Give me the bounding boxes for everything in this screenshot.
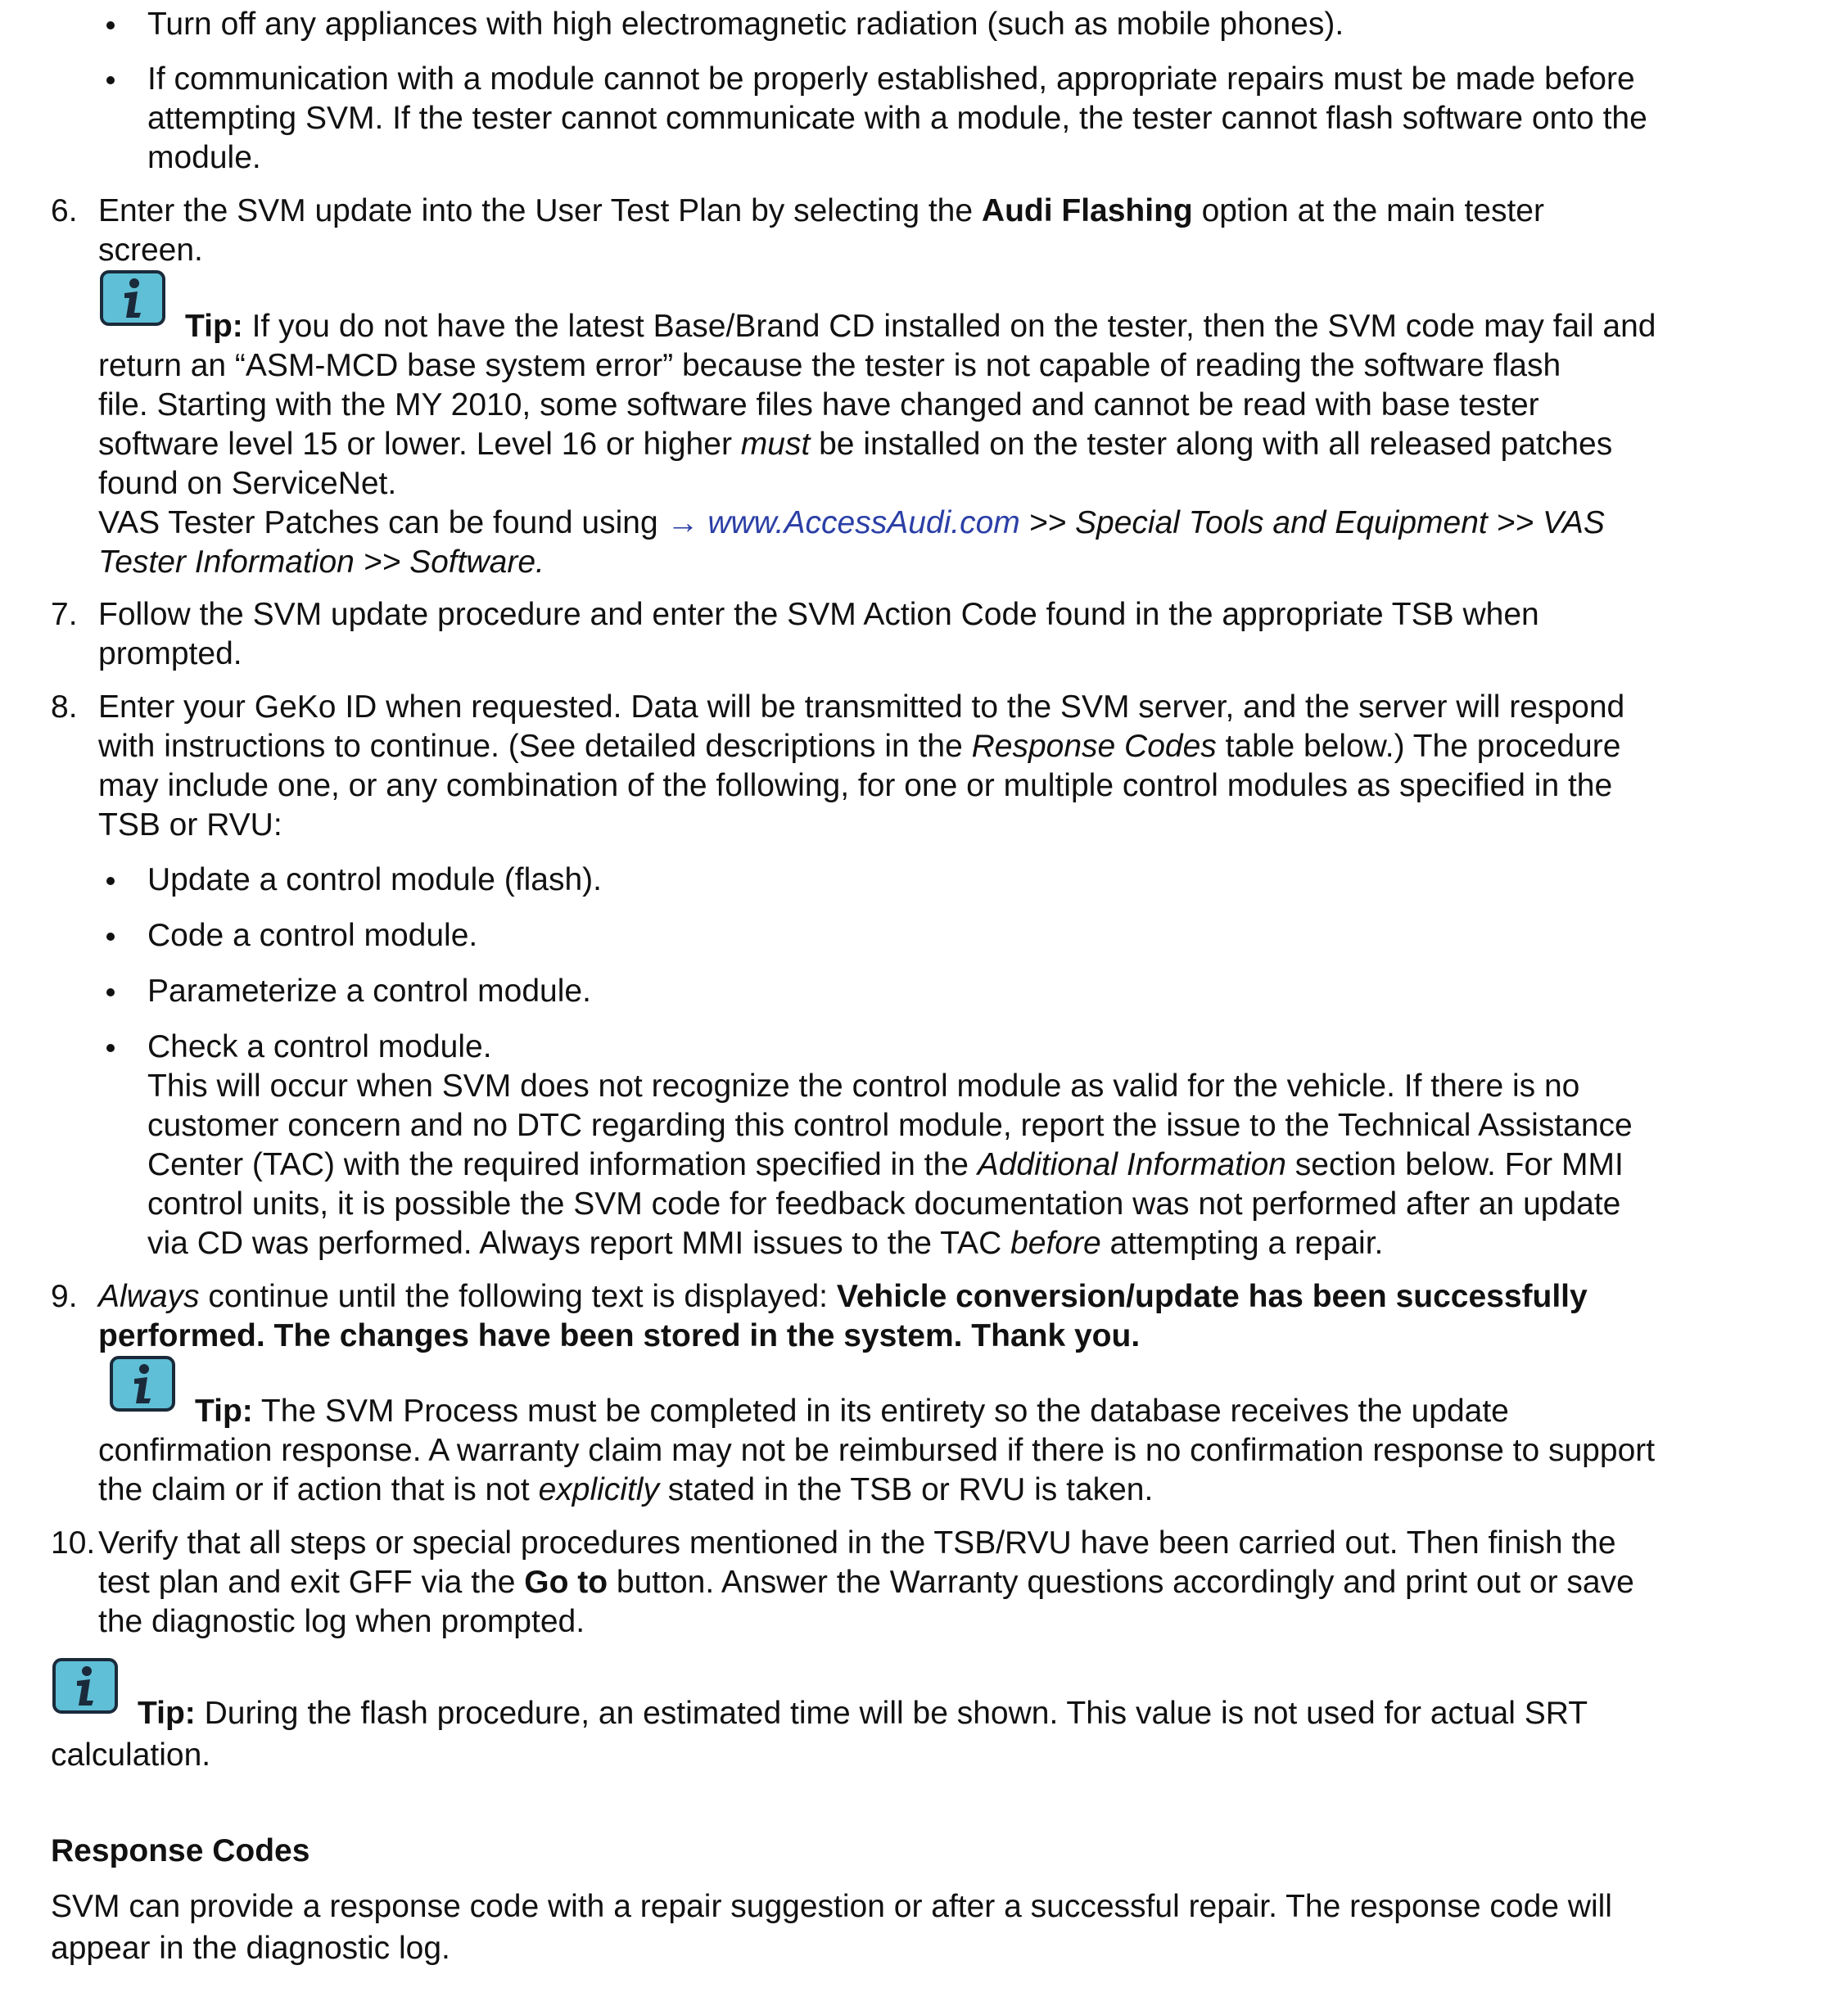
tip-text: VAS Tester Patches can be found using → www.AccessAudi.com >> Special Tools and Equipment >> VAS: [98, 505, 1605, 540]
step-10-text: Verify that all steps or special procedures mentioned in the TSB/RVU have been carried out. Then finish the: [98, 1525, 1616, 1561]
tip-text: Tip: If you do not have the latest Base/Brand CD installed on the tester, then the SVM code may fail and: [185, 309, 1656, 344]
tip-text: calculation.: [51, 1737, 211, 1773]
section-heading: Response Codes: [51, 1833, 310, 1868]
check-module-note: customer concern and no DTC regarding this control module, report the issue to the Technical Assistance: [147, 1108, 1633, 1143]
tip-text: found on ServiceNet.: [98, 466, 397, 501]
tip-text: software level 15 or lower. Level 16 or higher must be installed on the tester along with all released patches: [98, 427, 1613, 462]
section-text: SVM can provide a response code with a repair suggestion or after a successful repair. The response code will: [51, 1889, 1612, 1924]
bullet-dot: [106, 1044, 115, 1052]
step-6-text: screen.: [98, 233, 203, 268]
tip-text: return an “ASM-MCD base system error” because the tester is not capable of reading the software flash: [98, 348, 1561, 383]
step-6-text: Enter the SVM update into the User Test Plan by selecting the Audi Flashing option at the main tester: [98, 193, 1544, 228]
check-module-note: control units, it is possible the SVM code for feedback documentation was not performed after an update: [147, 1186, 1621, 1222]
bullet-text: Code a control module.: [147, 918, 478, 953]
step-9-text: performed. The changes have been stored in the system. Thank you.: [98, 1318, 1141, 1353]
check-module-note: via CD was performed. Always report MMI issues to the TAC before attempting a repair.: [147, 1226, 1384, 1261]
check-module-note: Center (TAC) with the required information specified in the Additional Information section below. For MMI: [147, 1147, 1624, 1182]
step-8-text: with instructions to continue. (See detailed descriptions in the Response Codes table below.) The procedure: [98, 729, 1621, 764]
step-number: 10.: [51, 1525, 96, 1561]
bullet-text: Check a control module.: [147, 1029, 492, 1064]
tip-text: Tip: The SVM Process must be completed in its entirety so the database receives the update: [195, 1394, 1509, 1429]
bullet-text: module.: [147, 140, 261, 175]
info-icon: [52, 1658, 118, 1717]
check-module-note: This will occur when SVM does not recognize the control module as valid for the vehicle. If there is no: [147, 1068, 1580, 1104]
info-icon: [110, 1356, 175, 1415]
section-text: appear in the diagnostic log.: [51, 1931, 450, 1966]
step-7-text: Follow the SVM update procedure and enter the SVM Action Code found in the appropriate TSB when: [98, 597, 1539, 632]
tip-text: file. Starting with the MY 2010, some software files have changed and cannot be read with base tester: [98, 387, 1539, 422]
bullet-dot: [106, 21, 115, 29]
step-10-text: test plan and exit GFF via the Go to button. Answer the Warranty questions accordingly and print out or save: [98, 1565, 1634, 1600]
accessaudi-link[interactable]: → www.AccessAudi.com: [666, 505, 1020, 540]
info-icon: [100, 270, 165, 329]
bullet-text: If communication with a module cannot be properly established, appropriate repairs must be made before: [147, 61, 1635, 97]
step-8-text: may include one, or any combination of the following, for one or multiple control modules as specified in the: [98, 768, 1613, 803]
step-number: 6.: [51, 193, 78, 228]
step-8-text: TSB or RVU:: [98, 807, 282, 843]
bullet-text: Update a control module (flash).: [147, 862, 602, 897]
tip-text: Tester Information >> Software.: [98, 544, 544, 580]
step-9-text: Always continue until the following text is displayed: Vehicle conversion/update has been successfully: [98, 1279, 1588, 1314]
bullet-dot: [106, 877, 115, 885]
step-number: 7.: [51, 597, 78, 632]
step-number: 9.: [51, 1279, 78, 1314]
tip-text: the claim or if action that is not explicitly stated in the TSB or RVU is taken.: [98, 1472, 1154, 1507]
bullet-text: attempting SVM. If the tester cannot communicate with a module, the tester cannot flash software onto the: [147, 101, 1647, 136]
step-7-text: prompted.: [98, 636, 242, 671]
bullet-dot: [106, 933, 115, 941]
tip-text: confirmation response. A warranty claim may not be reimbursed if there is no confirmation response to support: [98, 1433, 1656, 1468]
bullet-dot: [106, 988, 115, 996]
step-8-text: Enter your GeKo ID when requested. Data will be transmitted to the SVM server, and the server will respond: [98, 689, 1625, 725]
tip-text: Tip: During the flash procedure, an estimated time will be shown. This value is not used for actual SRT: [138, 1696, 1588, 1731]
bullet-text: Turn off any appliances with high electromagnetic radiation (such as mobile phones).: [147, 7, 1344, 42]
step-number: 8.: [51, 689, 78, 725]
bullet-text: Parameterize a control module.: [147, 974, 591, 1009]
step-10-text: the diagnostic log when prompted.: [98, 1604, 585, 1639]
bullet-dot: [106, 76, 115, 84]
